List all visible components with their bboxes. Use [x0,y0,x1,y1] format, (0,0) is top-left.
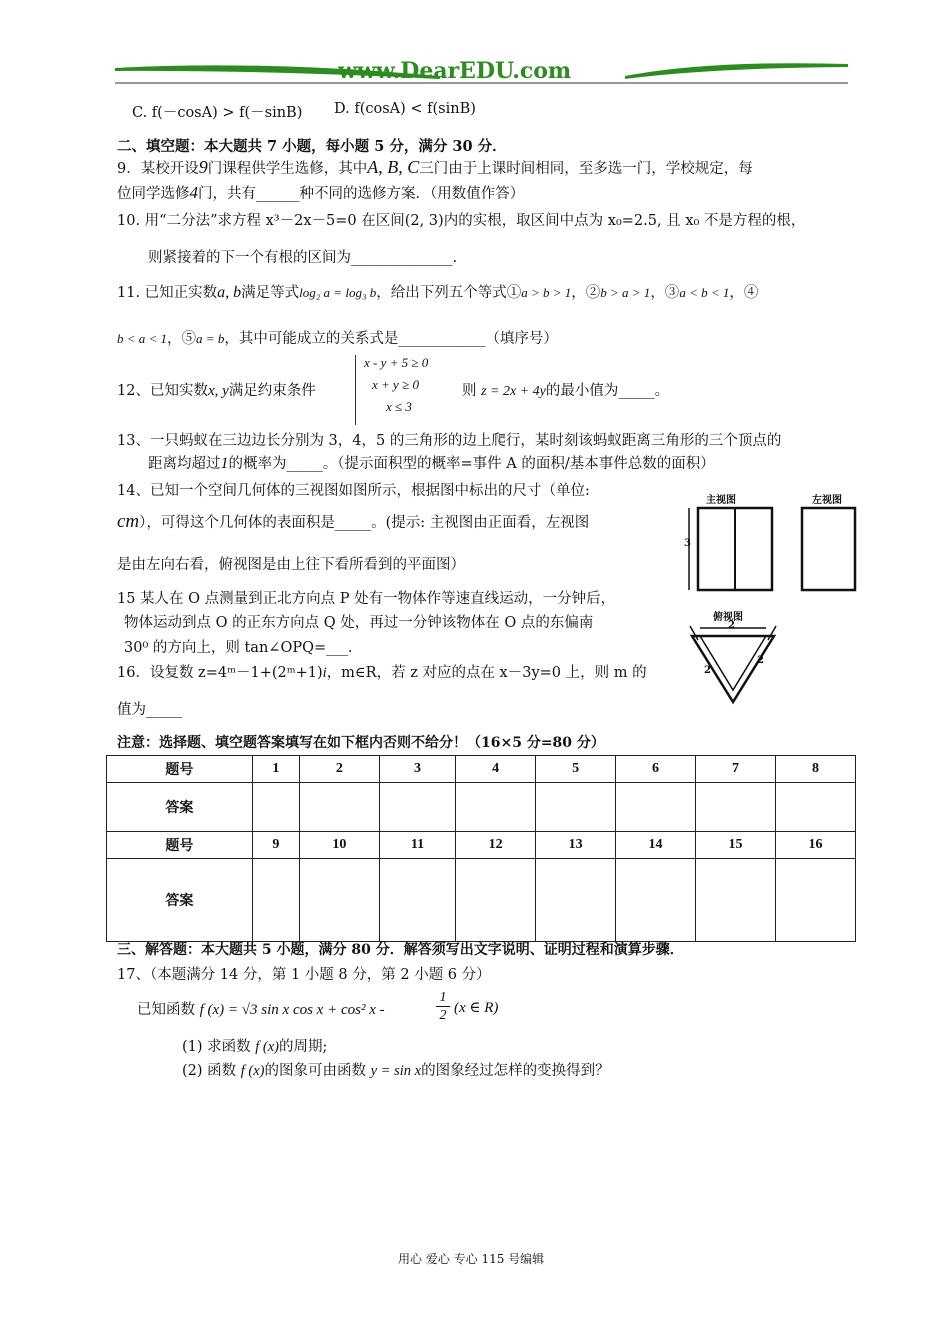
q14-line1: 14、已知一个空间几何体的三视图如图所示，根据图中标出的尺寸（单位: [117,483,590,499]
ans-label: 答案 [107,859,253,942]
option-d: D. f(cosA) < f(sinB) [334,101,476,117]
table-cell: 15 [696,832,776,859]
table-cell: 4 [456,756,536,783]
site-logo-text: www.DearEDU.com [338,58,572,84]
q12-constraint-system: x - y + 5 ≥ 0 x + y ≥ 0 x ≤ 3 [355,355,460,425]
table-cell: 1 [252,756,299,783]
answer-cell[interactable] [616,859,696,942]
q9-line2: 位同学选修4门，共有______种不同的选修方案．（用数值作答） [117,183,525,202]
table-cell: 16 [775,832,855,859]
answer-cell[interactable] [775,859,855,942]
q14-line2: cm），可得这个几何体的表面积是_____。(提示: 主视图由正面看，左视图 [117,511,590,532]
answer-cell[interactable] [616,783,696,832]
table-cell: 9 [252,832,299,859]
table-cell: 3 [379,756,455,783]
table-cell: 14 [616,832,696,859]
answer-cell[interactable] [252,859,299,942]
answer-cell[interactable] [379,783,455,832]
q12-text-left: 12、已知实数x, y满足约束条件 [117,383,316,399]
col-label: 题号 [107,832,253,859]
table-row [107,859,856,942]
q15-line2: 物体运动到点 O 的正东方向点 Q 处，再过一分钟该物体在 O 点的东偏南 [124,615,594,631]
table-row [107,783,856,832]
answer-cell[interactable] [775,783,855,832]
answer-cell[interactable] [536,783,616,832]
section2-title: 二、填空题：本大题共 7 小题，每小题 5 分，满分 30 分． [117,138,507,155]
answer-cell[interactable] [456,859,536,942]
top-view-label: 俯视图 [713,612,743,623]
q15-line3: 30⁰ 的方向上，则 tan∠OPQ=___. [124,640,353,656]
q11-line2: b < a < 1，⑤a = b，其中可能成立的关系式是____________（填序号） [117,331,558,347]
q17-formula-tail: (x ∈ R) [454,1000,499,1016]
left-dim-2: 2 [704,665,711,676]
q12-text-right: 则 z = 2x + 4y的最小值为_____。 [462,383,670,399]
col-label: 题号 [107,756,253,783]
three-view-drawing [680,500,870,710]
q13-line2: 距离均超过1的概率为_____。（提示面积型的概率=事件 A 的面积/基本事件总数的面积） [148,455,715,472]
q17-part2: (2) 函数 f (x)的图象可由函数 y = sin x的图象经过怎样的变换得到？ [182,1063,610,1079]
q14-line3: 是由左向右看，俯视图是由上往下看所看到的平面图） [117,557,465,573]
table-cell: 5 [536,756,616,783]
right-dim-2: 2 [757,655,764,666]
top-dim-2: 2 [728,620,735,631]
answer-cell[interactable] [456,783,536,832]
table-cell: 13 [536,832,616,859]
section3-title: 三、解答题：本大题共 5 小题，满分 80 分．解答须写出文字说明、证明过程和演算步骤． [117,942,684,958]
q17-given: 已知函数 f (x) = √3 sin x cos x + cos² x - [137,1002,385,1018]
q10-line1: 10. 用“二分法”求方程 x³－2x－5=0 在区间(2, 3)内的实根，取区间中点为 x₀=2.5, 且 x₀ 不是方程的根， [117,213,806,229]
q15-line1: 15 某人在 O 点测量到正北方向点 P 处有一物体作等速直线运动，一分钟后， [117,591,616,607]
answer-cell[interactable] [536,859,616,942]
answer-notice: 注意：选择题、填空题答案填写在如下框内否则不给分！（16×5 分=80 分） [117,735,605,751]
answer-cell[interactable] [696,859,776,942]
answer-cell[interactable] [696,783,776,832]
table-row [107,832,856,859]
q16-line2: 值为_____ [117,702,183,718]
option-c: C. f(－cosA) > f(－sinB) [132,105,303,121]
answer-table [106,755,856,942]
front-view-label: 主视图 [706,495,736,506]
q9-line1: 9．某校开设9门课程供学生选修，其中A, B, C三门由于上课时间相同，至多选一门，学校规定，每 [117,157,753,177]
q17-fraction: 1 2 [436,989,450,1024]
answer-cell[interactable] [379,859,455,942]
table-cell: 6 [616,756,696,783]
table-row [107,756,856,783]
q11-line1: 11. 已知正实数a, b满足等式log₂ a = log₃ b，给出下列五个等式①a > b > 1，②b > a > 1，③a < b < 1，④ [117,284,759,301]
table-cell: 8 [775,756,855,783]
table-cell: 12 [456,832,536,859]
answer-cell[interactable] [299,783,379,832]
side-view-label: 左视图 [812,495,842,506]
q13-line1: 13、一只蚂蚁在三边边长分别为 3，4，5 的三角形的边上爬行，某时刻该蚂蚁距离三角形的三个顶点的 [117,433,782,449]
table-cell: 2 [299,756,379,783]
table-cell: 11 [379,832,455,859]
table-cell: 7 [696,756,776,783]
table-cell: 10 [299,832,379,859]
q17-part1: (1) 求函数 f (x)的周期; [182,1039,328,1055]
answer-cell[interactable] [299,859,379,942]
ans-label: 答案 [107,783,253,832]
page-footer: 用心 爱心 专心 115 号编辑 [398,1252,545,1266]
answer-cell[interactable] [252,783,299,832]
q10-line2: 则紧接着的下一个有根的区间为______________. [148,250,458,266]
q17-header: 17、（本题满分 14 分，第 1 小题 8 分，第 2 小题 6 分） [117,967,491,983]
q16-line1: 16．设复数 z=4ᵐ－1+(2ᵐ+1)i，m∈R，若 z 对应的点在 x－3y=0 上，则 m 的 [117,665,647,681]
front-dim-3: 3 [684,538,691,549]
